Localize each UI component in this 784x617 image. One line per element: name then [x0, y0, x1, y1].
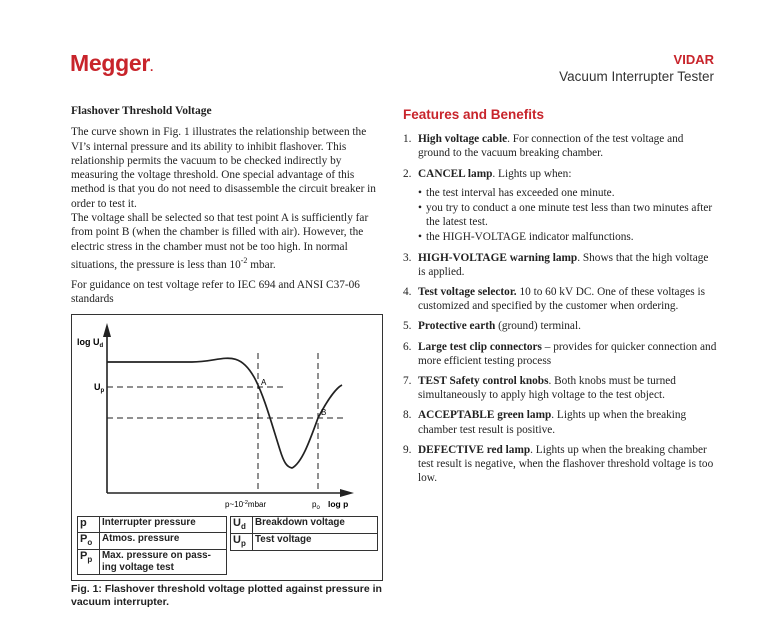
right-column [403, 108, 718, 491]
item-text: 10 to 60 kV DC. One of these voltages is customized and specified by the customer when ordering. [418, 286, 705, 313]
point-a-label: A [261, 378, 267, 387]
item-title: Protective earth [418, 320, 496, 333]
item-title: DEFECTIVE red lamp [418, 443, 531, 456]
legend-desc: Max. pressure on pass-ing voltage test [100, 550, 227, 575]
feature-item [403, 443, 718, 486]
item-number: 7. [403, 375, 412, 388]
product-subtitle: Vacuum Interrupter Tester [559, 69, 714, 84]
bullet-item: • the test interval has exceeded one minute. [418, 186, 718, 200]
paragraph-curve: The curve shown in Fig. 1 illustrates the relationship between the VI’s internal pressure and its ability to inhibit flashover. This relationship permits the vacuum to be checked indirectly by measuring the voltage threshold. One special advantage of this method is that you do not need to disassemble the circuit breaker in order to test it. [71, 126, 376, 210]
features-heading: Features and Benefits [403, 107, 545, 122]
legend-symbol: $P_o$ [78, 533, 100, 550]
legend-table-left [77, 516, 227, 575]
legend-desc: Breakdown voltage [253, 517, 378, 534]
item-text: . Lights up when: [492, 167, 572, 180]
item-title: Large test clip connectors [418, 340, 542, 353]
p2-exponent: -2 [240, 255, 248, 265]
item-number: 8. [403, 409, 412, 422]
logo-dot: . [150, 60, 154, 74]
flashover-curve [107, 358, 342, 468]
legend-row [78, 533, 227, 550]
item-text: . Lights up when the breaking chamber test result is positive. [418, 409, 687, 436]
legend-row [231, 517, 378, 534]
legend-row [78, 517, 227, 533]
legend-desc: Atmos. pressure [100, 533, 227, 550]
figure-box [71, 314, 383, 581]
section-heading: Flashover Threshold Voltage [71, 105, 212, 117]
legend-symbol: $U_p$ [231, 534, 253, 551]
up-label: $U_p$ [94, 382, 105, 394]
item-number: 3. [403, 251, 412, 264]
item-title: ACCEPTABLE green lamp [418, 409, 552, 422]
feature-item [403, 374, 718, 402]
feature-item [403, 251, 718, 279]
item-title: High voltage cable [418, 133, 508, 146]
item-title: CANCEL lamp [418, 167, 493, 180]
item-text: – provides for quicker connection and more efficient testing process [418, 340, 717, 367]
item-number: 2. [403, 167, 412, 180]
left-column [71, 104, 383, 307]
p2-main: The voltage shall be selected so that test point A is sufficiently far from point B (when the chamber is filled with air). However, the electric stress in the chamber must not be too high. In normal situations, the pressure is less than 10 [71, 212, 369, 271]
x-tick-po: $p_o$ [312, 500, 320, 511]
product-brand: VIDAR [673, 52, 714, 67]
item-number: 9. [403, 443, 412, 456]
p2-end: mbar. [247, 258, 276, 271]
item-title: Test voltage selector. [418, 286, 517, 299]
legend-symbol: $P_p$ [78, 550, 100, 575]
feature-item [403, 285, 718, 313]
legend-table-right [230, 516, 378, 551]
legend-desc: Interrupter pressure [100, 517, 227, 533]
legend-desc: Test voltage [253, 534, 378, 551]
point-b-label: B [321, 408, 327, 417]
item-number: 1. [403, 133, 412, 146]
feature-item [403, 132, 718, 160]
megger-logo [70, 50, 153, 77]
bullet-item: • you try to conduct a one minute test less than two minutes after the latest test. [418, 201, 718, 229]
x-axis-label: log p [328, 499, 349, 509]
logo-text: Megger [70, 50, 150, 76]
item-number: 5. [403, 320, 412, 333]
item-text: . Shows that the high voltage is applied. [418, 251, 709, 278]
paragraph-voltage [71, 211, 383, 272]
y-axis-arrow [103, 323, 111, 337]
figure-caption: Fig. 1: Flashover threshold voltage plotted against pressure in vacuum interrupter. [71, 583, 382, 608]
paragraph-guidance: For guidance on test voltage refer to IEC 694 and ANSI C37-06 standards [71, 279, 360, 306]
item-title: HIGH-VOLTAGE warning lamp [418, 251, 578, 264]
feature-item [403, 340, 718, 368]
item-text: . Lights up when the breaking chamber test result is negative, when the flashover threshold voltage is too low. [418, 443, 714, 485]
item-text: . For connection of the test voltage and ground to the vacuum breaking chamber. [418, 133, 684, 160]
item-number: 4. [403, 286, 412, 299]
header-product [559, 52, 714, 84]
item-text: (ground) terminal. [495, 320, 581, 333]
item-number: 6. [403, 340, 412, 353]
legend-symbol: p [78, 517, 100, 533]
item-title: TEST Safety control knobs [418, 375, 549, 388]
legend-row [78, 550, 227, 575]
y-axis-label: $\log U_d$ [77, 337, 104, 349]
feature-item [403, 319, 718, 333]
legend-symbol: $U_d$ [231, 517, 253, 534]
cancel-bullets [418, 186, 718, 245]
x-tick-pp: $p\sim 10^{-2}mbar$ [225, 500, 267, 509]
bullet-item: • the HIGH-VOLTAGE indicator malfunctions. [418, 230, 718, 244]
item-text: . Both knobs must be turned simultaneously to apply high voltage to the test object. [418, 375, 676, 402]
x-axis-arrow [340, 489, 354, 497]
feature-item [403, 167, 718, 245]
legend-row [231, 534, 378, 551]
feature-item [403, 408, 718, 436]
